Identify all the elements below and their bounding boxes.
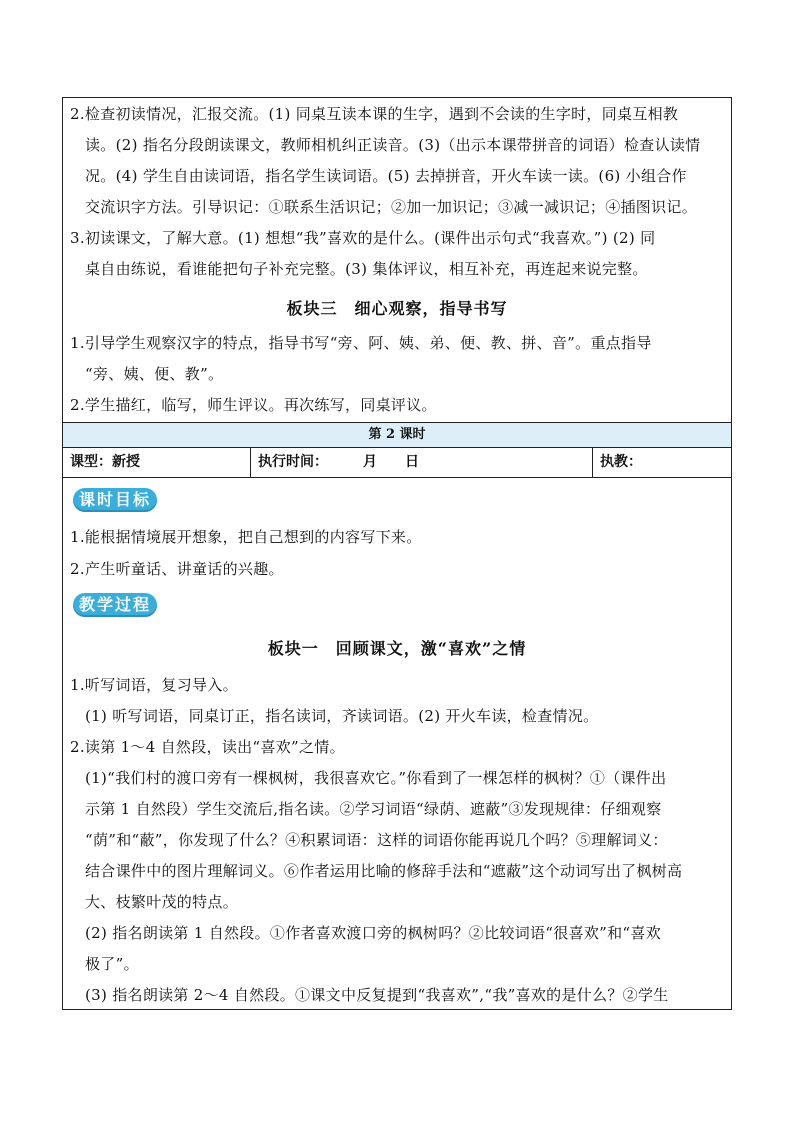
text-line: 1.听写词语，复习导入。 [70,676,238,694]
text-line: “旁、姨、便、教”。 [85,365,224,383]
cell-divider [592,448,593,477]
lesson-plan-table [62,97,732,1010]
text-line: 极了”。 [85,955,139,973]
text-line: “荫”和“蔽”，你发现了什么？④积累词语：这样的词语你能再说几个吗？⑤理解词义： [85,831,668,849]
teacher-label: 执教： [600,454,642,470]
text-line: 3.初读课文，了解大意。(1) 想想“我”喜欢的是什么。(课件出示句式“我喜欢。”) (2) 同 [70,229,656,247]
process-badge: 教学过程 [73,593,157,617]
text-line: 桌自由练说，看谁能把句子补充完整。(3) 集体评议，相互补充，再连起来说完整。 [85,260,648,278]
text-line: 2.检查初读情况，汇报交流。(1) 同桌互读本课的生字，遇到不会读的生字时，同桌互相教 [70,105,679,123]
lesson-type: 课型：新授 [70,454,140,470]
text-line: (2) 指名朗读第 1 自然段。①作者喜欢渡口旁的枫树吗？②比较词语“很喜欢”和“喜欢 [85,924,662,942]
text-line: 大、枝繁叶茂的特点。 [85,893,239,911]
text-line: 况。(4) 学生自由读词语，指名学生读词语。(5) 去掉拼音，开火车读一读。(6) 小组合作 [85,167,687,185]
goals-badge: 课时目标 [73,488,157,512]
text-line: (3) 指名朗读第 2～4 自然段。①课文中反复提到“我喜欢”,“我”喜欢的是什么？②学生 [85,986,669,1004]
text-line: 2.读第 1～4 自然段，读出“喜欢”之情。 [70,738,345,756]
text-line: 2.产生听童话、讲童话的兴趣。 [70,560,284,578]
text-line: 1.引导学生观察汉字的特点，指导书写“旁、阿、姨、弟、便、教、拼、音”。重点指导 [70,334,652,352]
text-line: 交流识字方法。引导识记：①联系生活识记；②加一加识记；③减一减识记；④插图识记。 [85,198,698,216]
text-line: 结合课件中的图片理解词义。⑥作者运用比喻的修辞手法和“遮蔽”这个动词写出了枫树高 [85,862,683,880]
cell-divider [250,448,251,477]
text-line: 2.学生描红，临写，师生评议。再次练写，同桌评议。 [70,396,437,414]
lesson-info-row [63,448,731,478]
execution-time: 执行时间： 月 日 [258,454,419,470]
text-line: 1.能根据情境展开想象，把自己想到的内容写下来。 [70,528,422,546]
text-line: 示第 1 自然段）学生交流后,指名读。②学习词语“绿荫、遮蔽”③发现规律：仔细观察 [85,800,662,818]
lesson-period-title: 第 2 课时 [63,422,731,448]
text-line: 读。(2) 指名分段朗读课文，教师相机纠正读音。(3)（出示本课带拼音的词语）检查认读情 [85,136,701,154]
section-heading: 板块三 细心观察，指导书写 [286,299,508,318]
text-line: (1)“我们村的渡口旁有一棵枫树，我很喜欢它。”你看到了一棵怎样的枫树？①（课件出 [85,769,667,787]
section-heading: 板块一 回顾课文，激“喜欢”之情 [267,639,527,658]
text-line: (1) 听写词语，同桌订正，指名读词，齐读词语。(2) 开火车读，检查情况。 [85,707,599,725]
